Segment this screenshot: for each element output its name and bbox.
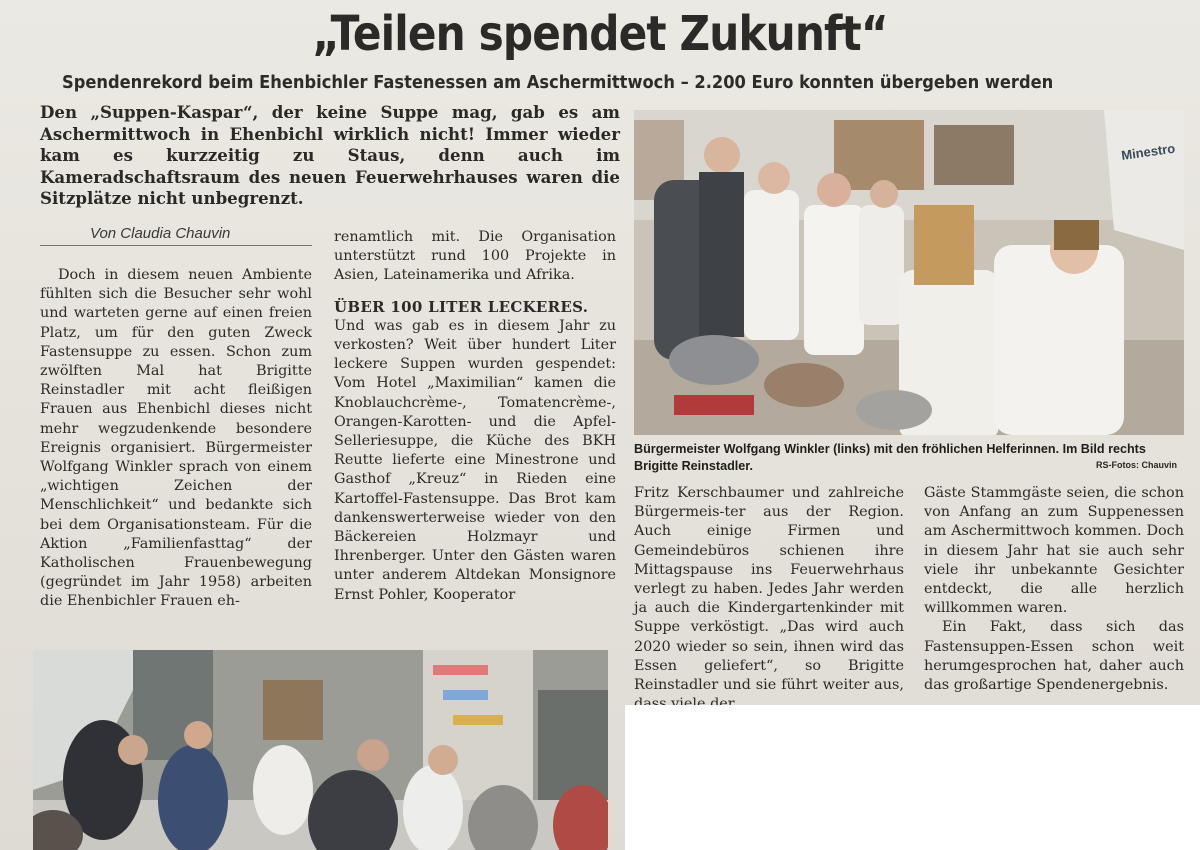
column-1-text: Doch in diesem neuen Ambiente fühlten sich die Besucher sehr wohl und warteten gerne auf einen freien Platz, um für den guten Zweck Fastensuppe zu essen. Schon zum zwölften Mal hat Brigitte Reinstadler mit acht fleißigen Frauen aus Ehenbichl dieses nicht mehr wegzudenkende besondere Ereignis organisiert. Bürgermeister Wolfgang Winkler sprach von einem „wichtigen Zeichen der Menschlichkeit“ und bedankte sich bei dem Organisationsteam. Für die Aktion „Familienfasttag“ der Katholischen Frauenbewegung (gegründet im Jahr 1958) arbeiten die Ehenbichler Frauen eh- <box>40 267 312 610</box>
blank-area <box>625 705 1200 850</box>
photo-guests-eating-soup <box>33 650 608 850</box>
column-4-text-b: Ein Fakt, dass sich das Fastensuppen-Essen schon weit herumgesprochen hat, daher auch das großartige Spendenergebnis. <box>924 619 1184 694</box>
photo-credit: RS-Fotos: Chauvin <box>1096 460 1177 470</box>
text-column-2 <box>334 228 616 605</box>
photo-sign-text: Minestro <box>1120 140 1177 163</box>
column-3-text: Fritz Kerschbaumer und zahlreiche Bürgermeis-ter aus der Region. Auch einige Firmen und Gemeindebüros schienen ihre Mittagspause ins Feuerwehrhaus verlegt zu haben. Jedes Jahr werden ja auch die Kindergartenkinder mit Suppe verköstigt. „Das wird auch 2020 wieder so sein, ihnen wird das Essen geliefert“, so Brigitte Reinstadler und sie führt weiter aus, <box>634 485 904 694</box>
byline: Von Claudia Chauvin <box>40 225 312 246</box>
text-column-1 <box>40 266 312 612</box>
photo-caption: Bürgermeister Wolfgang Winkler (links) mit den fröhlichen Helferinnen. Im Bild rechts Brigitte Reinstadler. <box>634 442 1146 473</box>
photo-helpers-with-mayor <box>634 110 1184 435</box>
text-column-4 <box>924 484 1184 695</box>
headline: „Teilen spendet Zukunft“ <box>312 6 888 62</box>
column-2-text-a: renamtlich mit. Die Organisation unterstützt rund 100 Projekte in Asien, Lateinamerika und Afrika. <box>334 229 616 284</box>
lead-text: Den „Suppen-Kaspar“, der keine Suppe mag, gab es am Aschermittwoch in Ehenbichl wirklich nicht! Immer wieder kam es kurzzeitig zu Staus, denn auch im Kameradschaftsraum des neuen Feuerwehrhauses waren die Sitzplätze nicht unbegrenzt. <box>40 102 620 208</box>
subheadline: Spendenrekord beim Ehenbichler Fastenessen am Aschermittwoch – 2.200 Euro konnten übergeben werden <box>62 73 1054 93</box>
section-heading: ÜBER 100 LITER LECKERES. <box>334 297 589 316</box>
lead-paragraph <box>40 102 620 210</box>
column-2-text-b: Und was gab es in diesem Jahr zu verkosten? Weit über hundert Liter leckere Suppen wurden gespendet: Vom Hotel „Maximilian“ kamen die Knoblauchcrème-, Tomatencrème-, Orangen-Karotten- und die Apfel-Selleriesuppe, die Küche des BKH Reutte lieferte eine Minestrone und Gasthof „Kreuz“ in Rieden eine Kartoffel-Fastensuppe. Das Brot kam dankenswerterweise wieder von den Bäckereien Holzmayr und Ihrenberger. Unter den Gästen waren unter anderem Altdekan Monsignore Ernst Pohler, Kooperator <box>334 317 616 603</box>
column-4-text-a: Gäste Stammgäste seien, die schon von Anfang an zum Suppenessen am Aschermittwoch kommen. Doch in diesem Jahr hat sie auch sehr viele ihr unbekannte Gesichter entdeckt, die alle herzlich willkommen waren. <box>924 485 1184 617</box>
text-column-3 <box>634 484 904 714</box>
